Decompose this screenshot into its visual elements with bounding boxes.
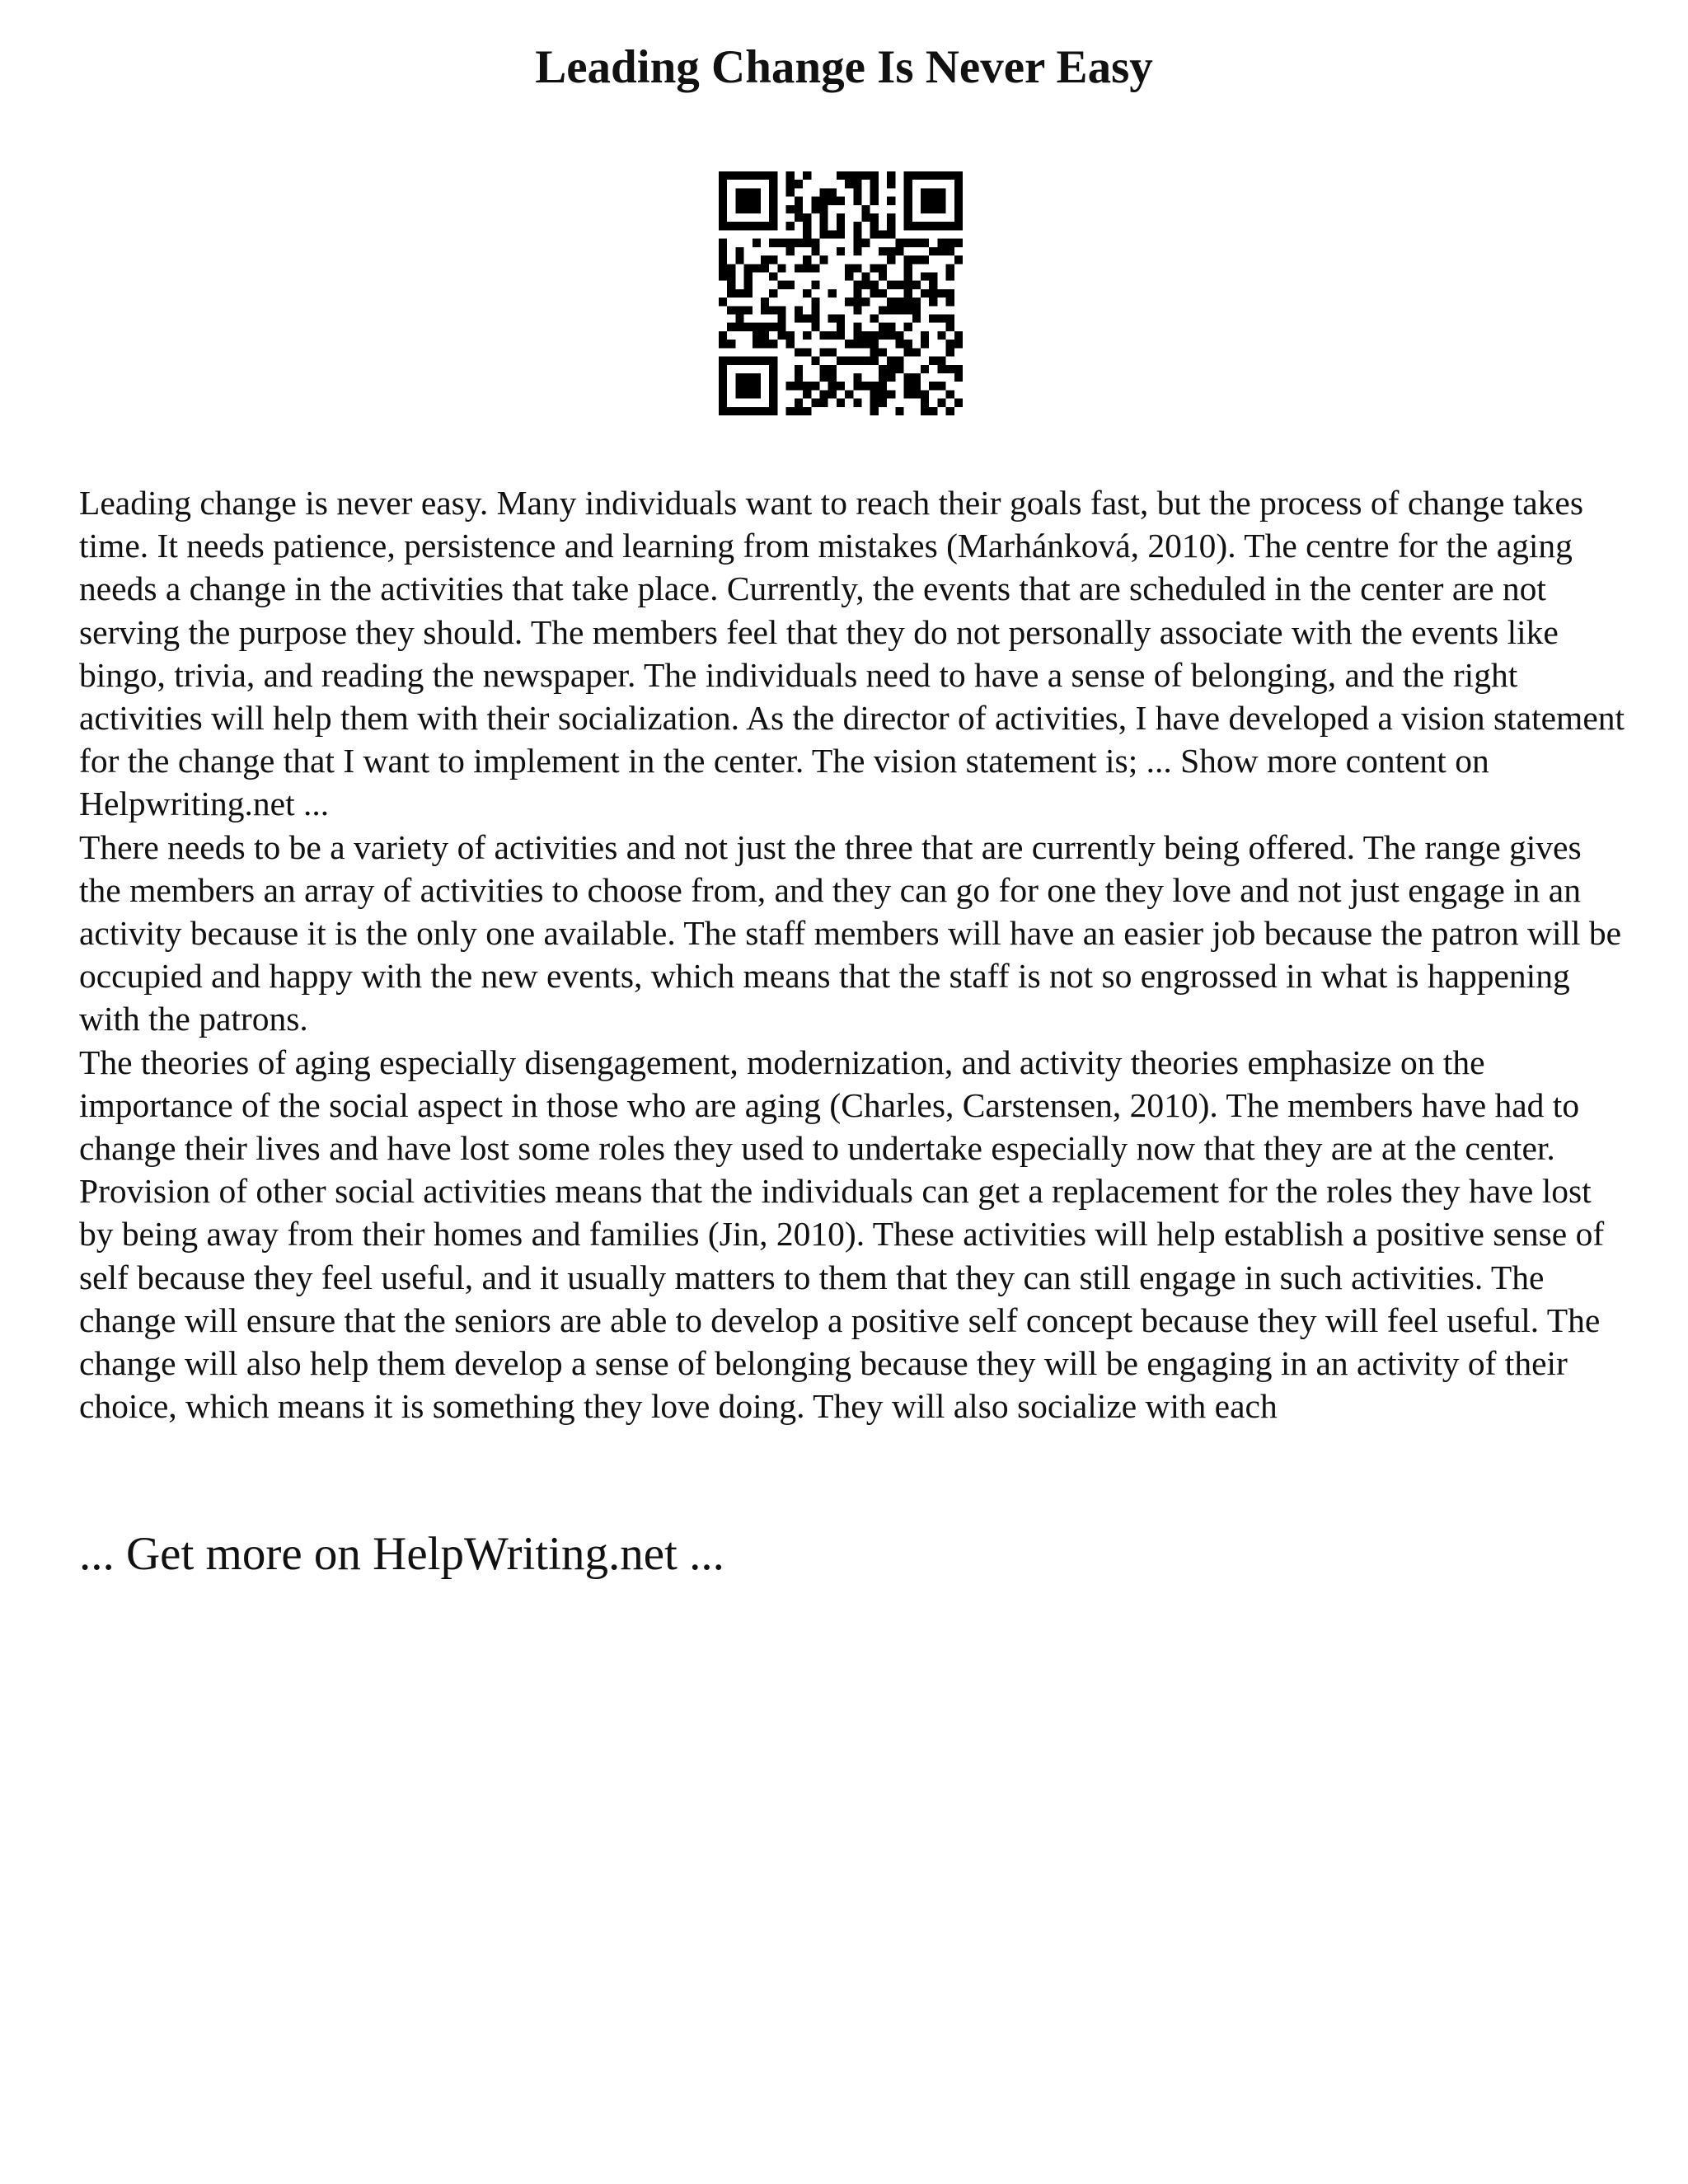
get-more-link[interactable]: ... Get more on HelpWriting.net ... <box>79 1528 724 1580</box>
article-body <box>79 481 1629 1427</box>
page-title: Leading Change Is Never Easy <box>535 41 1153 93</box>
paragraph-1: Leading change is never easy. Many individuals want to reach their goals fast, but the process of change takes time. It needs patience, persistence and learning from mistakes (Marhánková, 2010). The centre for the aging needs a change in the activities that take place. Currently, the events that are scheduled in the center are not serving the purpose they should. The members feel that they do not personally associate with the events like bingo, trivia, and reading the newspaper. The individuals need to have a sense of belonging, and the right activities will help them with their socialization. As the director of activities, I have developed a vision statement for the change that I want to implement in the center. The vision statement is; ... Show more content on Helpwriting.net ... <box>79 484 1625 823</box>
paragraph-2: There needs to be a variety of activities and not just the three that are currently being offered. The range gives the members an array of activities to choose from, and they can go for one they love and not just engage in an activity because it is the only one available. The staff members will have an easier job because the patron will be occupied and happy with the new events, which means that the staff is not so engrossed in what is happening with the patrons. <box>79 827 1622 1038</box>
qr-code-icon <box>719 171 963 415</box>
paragraph-3: The theories of aging especially disengagement, modernization, and activity theories emphasize on the importance of the social aspect in those who are aging (Charles, Carstensen, 2010). The members have had to change their lives and have lost some roles they used to undertake especially now that they are at the center. Provision of other social activities means that the individuals can get a replacement for the roles they have lost by being away from their homes and families (Jin, 2010). These activities will help establish a positive sense of self because they feel useful, and it usually matters to them that they can still engage in such activities. The change will ensure that the seniors are able to develop a positive self concept because they will feel useful. The change will also help them develop a sense of belonging because they will be engaging in an activity of their choice, which means it is something they love doing. They will also socialize with each <box>79 1043 1605 1426</box>
qr-code <box>719 171 963 415</box>
